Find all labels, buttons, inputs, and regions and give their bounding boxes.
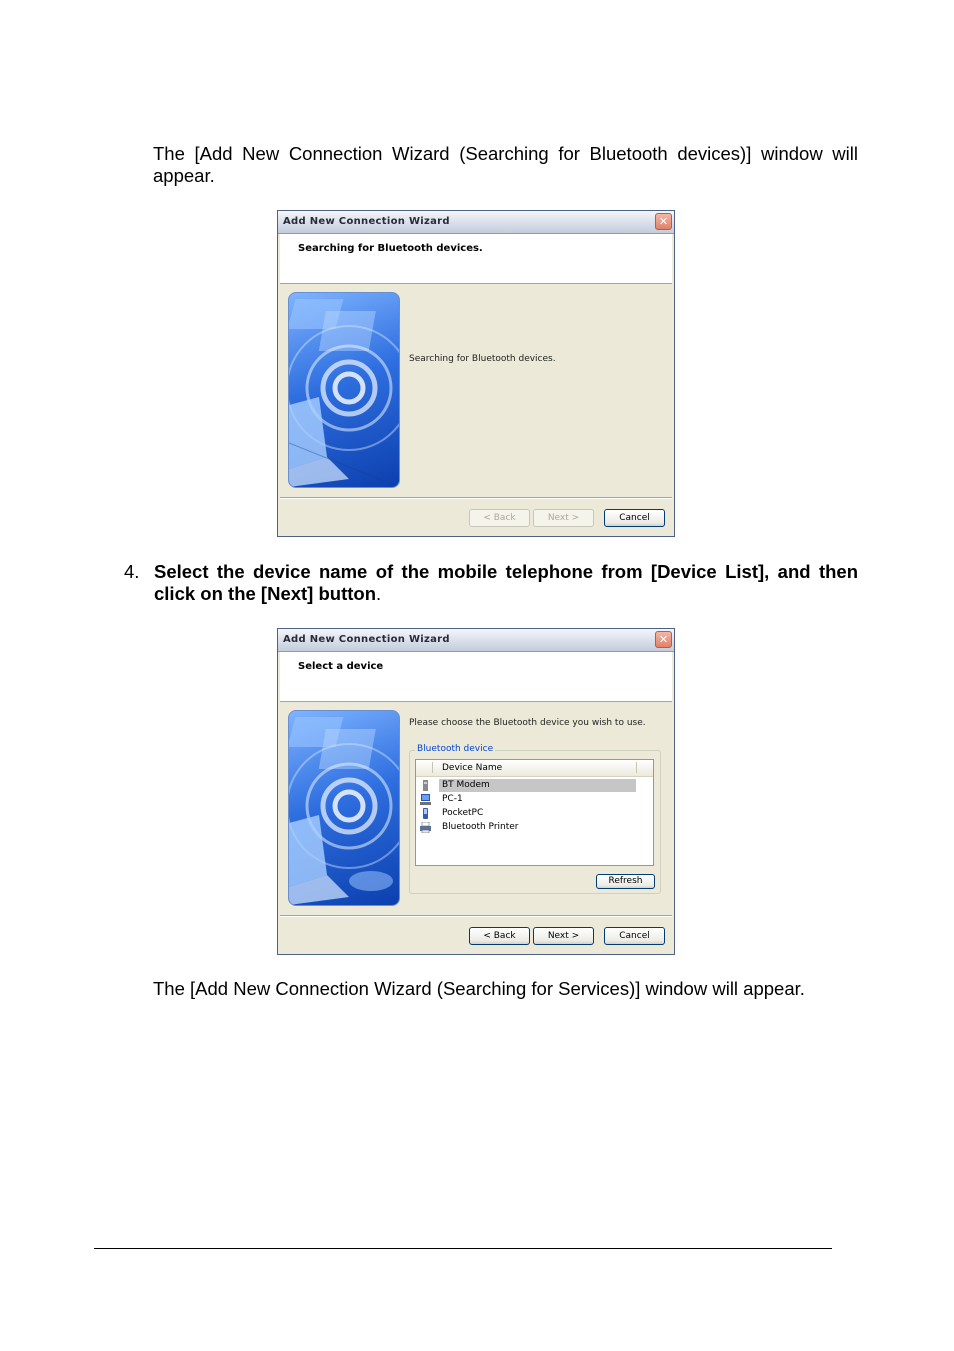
device-row-bt-modem[interactable]: [420, 779, 636, 792]
wizard-header: [280, 234, 672, 284]
window-title: Add New Connection Wizard: [283, 216, 450, 227]
bluetooth-device-group: [409, 744, 661, 894]
device-row-pc-1[interactable]: [420, 793, 636, 806]
outro-paragraph: The [Add New Connection Wizard (Searching for Services)] window will appear.: [153, 978, 805, 999]
title-bar[interactable]: [278, 629, 674, 652]
next-button[interactable]: Next >: [533, 509, 594, 527]
device-name: PC-1: [442, 794, 463, 804]
close-icon[interactable]: ✕: [655, 631, 672, 648]
search-status-text: Searching for Bluetooth devices.: [409, 354, 556, 364]
footer-divider: [280, 915, 672, 917]
back-button[interactable]: < Back: [469, 509, 530, 527]
intro-paragraph: The [Add New Connection Wizard (Searching for Bluetooth devices)] window will appear.: [153, 143, 858, 186]
device-row-bluetooth-printer[interactable]: [420, 821, 636, 834]
group-label: Bluetooth device: [417, 744, 494, 754]
device-name: Bluetooth Printer: [442, 822, 519, 832]
close-icon[interactable]: ✕: [655, 213, 672, 230]
bluetooth-banner-image: [288, 292, 400, 488]
window-title: Add New Connection Wizard: [283, 634, 450, 645]
pda-icon: [420, 808, 431, 819]
step-instruction-bold: Select the device name of the mobile telephone from [Device List], and then click on the [Next] button: [154, 561, 858, 604]
step-number: 4.: [124, 561, 140, 582]
wizard-window-select-device: [277, 628, 675, 955]
cancel-button[interactable]: Cancel: [604, 509, 665, 527]
banner-art-icon: [289, 711, 399, 905]
next-button[interactable]: Next >: [533, 927, 594, 945]
back-button[interactable]: < Back: [469, 927, 530, 945]
step-instruction-tail: .: [376, 583, 382, 604]
device-row-pocketpc[interactable]: [420, 807, 636, 820]
banner-art-icon: [289, 293, 399, 487]
header-title: Select a device: [298, 661, 384, 672]
column-separator: [432, 762, 433, 773]
page-footer-rule: [94, 1248, 832, 1249]
column-device-name: Device Name: [442, 763, 503, 773]
step-instruction: [124, 561, 858, 605]
cancel-button[interactable]: Cancel: [604, 927, 665, 945]
footer-divider: [280, 497, 672, 499]
column-separator: [636, 762, 637, 773]
refresh-button[interactable]: Refresh: [596, 874, 655, 889]
modem-icon: [420, 780, 431, 791]
wizard-header: [280, 652, 672, 702]
bluetooth-banner-image: [288, 710, 400, 906]
choose-device-prompt: Please choose the Bluetooth device you wish to use.: [409, 718, 646, 728]
device-name: BT Modem: [439, 779, 636, 792]
device-list[interactable]: [415, 759, 654, 866]
list-column-header[interactable]: [416, 760, 653, 777]
wizard-window-searching: [277, 210, 675, 537]
title-bar[interactable]: [278, 211, 674, 234]
printer-icon: [420, 822, 431, 833]
computer-icon: [420, 794, 431, 805]
device-name: PocketPC: [442, 808, 484, 818]
header-title: Searching for Bluetooth devices.: [298, 243, 483, 254]
